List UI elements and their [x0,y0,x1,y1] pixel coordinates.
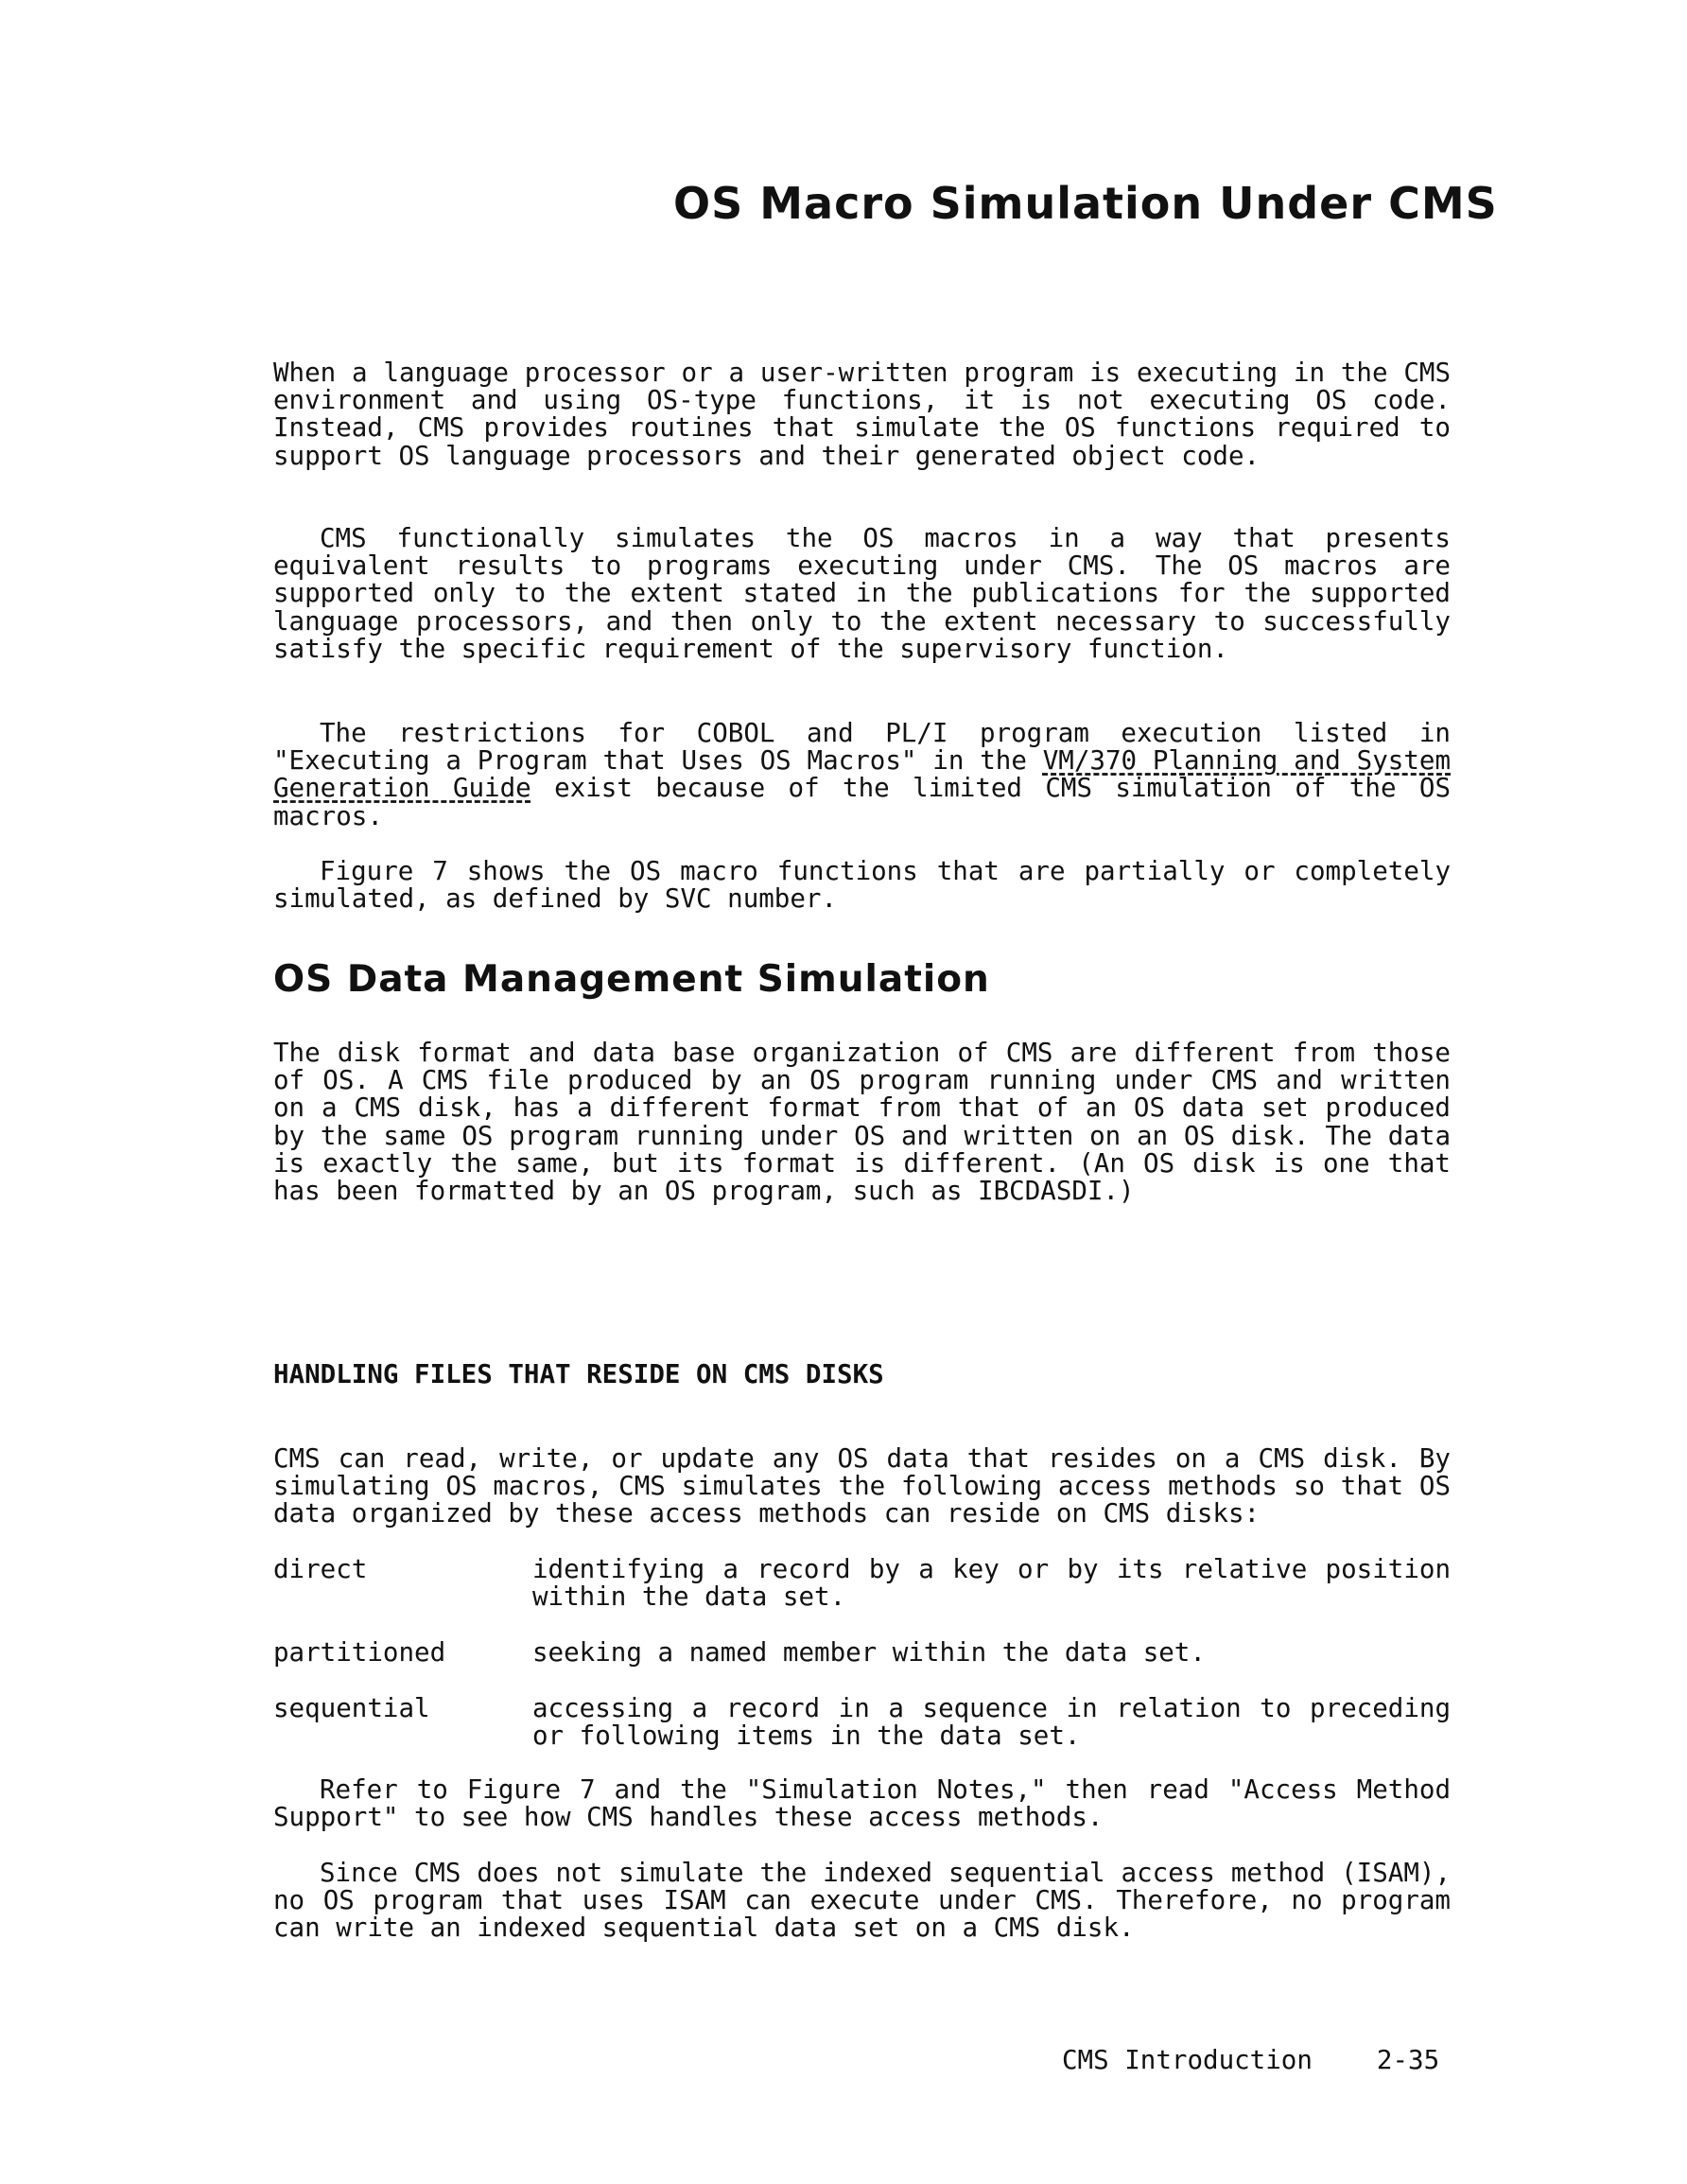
intro-paragraph-2-text: CMS functionally simulates the OS macros in a way that presents equivalent results to programs executing under CMS. The OS macros are supported only to the extent stated in the publications for the supported language processors, and then only to the extent necessary to successfully satisfy the specific requirement of the supervisory function. [273,523,1451,664]
restrictions-paragraph [273,720,1451,830]
data-management-paragraph [273,1040,1451,1205]
book-title-reference: VM/370 Planning and System Generation Guide [273,745,1452,804]
access-method-term-sequential: sequential [273,1693,430,1723]
refer-paragraph [273,1776,1451,1831]
cms-disks-intro-text: CMS can read, write, or update any OS data that resides on a CMS disk. By simulating OS macros, CMS simulates the following access methods so that OS data organized by these access methods can reside on CMS disks: [273,1443,1451,1529]
isam-paragraph [273,1860,1451,1943]
restrictions-text-after: exist because of the limited CMS simulation of the OS macros. [273,773,1452,831]
restrictions-text-before: The restrictions for COBOL and PL/I program execution listed in "Executing a Program that Uses OS Macros" in the [273,718,1451,777]
access-method-desc-partitioned: seeking a named member within the data set. [532,1637,1206,1668]
access-method-desc-direct: identifying a record by a key or by its relative position within the data set. [532,1554,1451,1613]
figure-paragraph-text: Figure 7 shows the OS macro functions that are partially or completely simulated, as defined by SVC number. [273,856,1451,915]
intro-paragraph-2 [273,525,1451,663]
access-method-term-direct: direct [273,1554,368,1584]
page-title: OS Macro Simulation Under CMS [673,178,1498,229]
access-method-term-partitioned: partitioned [273,1637,446,1668]
subsection-heading-cms-disks: HANDLING FILES THAT RESIDE ON CMS DISKS [273,1359,884,1389]
page-footer [1062,2047,1439,2074]
cms-disks-intro [273,1445,1451,1529]
page-number: 2-35 [1376,2045,1440,2075]
refer-paragraph-text: Refer to Figure 7 and the "Simulation Notes," then read "Access Method Support" to see how CMS handles these access methods. [273,1774,1451,1833]
access-method-desc-sequential: accessing a record in a sequence in relation to preceding or following items in the data set. [532,1693,1451,1752]
section-heading-data-management: OS Data Management Simulation [273,958,990,1001]
intro-paragraph-1 [273,359,1451,470]
intro-paragraph-1-text: When a language processor or a user-written program is executing in the CMS environment and using OS-type functions, it is not executing OS code. Instead, CMS provides routines that simulate the OS functions required to support OS language processors and their generated object code. [273,358,1451,471]
figure-paragraph [273,858,1451,913]
isam-paragraph-text: Since CMS does not simulate the indexed sequential access method (ISAM), no OS program that uses ISAM can execute under CMS. Therefore, no program can write an indexed sequential data set on a CMS disk. [273,1858,1451,1944]
footer-section-title: CMS Introduction [1062,2045,1313,2075]
data-management-paragraph-text: The disk format and data base organization of CMS are different from those of OS. A CMS file produced by an OS program running under CMS and written on a CMS disk, has a different format from that of an OS data set produced by the same OS program running under OS and written on an OS disk. The data is exactly the same, but its format is different. (An OS disk is one that has been formatted by an OS program, such as IBCDASDI.) [273,1038,1451,1207]
